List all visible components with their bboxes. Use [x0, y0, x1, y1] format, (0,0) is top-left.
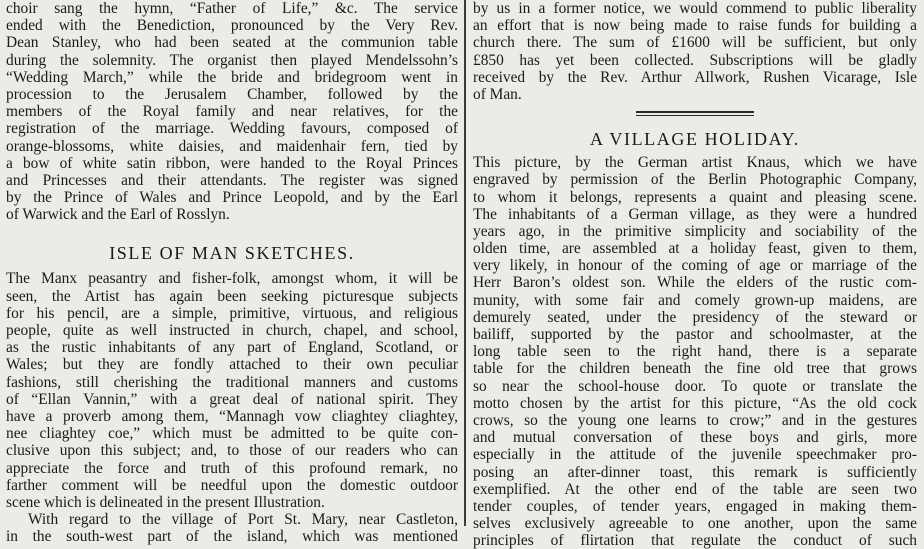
- text-line: table for the children beneath the fine old tree that grows: [473, 360, 917, 378]
- wedding-paragraph: [6, 0, 458, 223]
- text-line: Wales; but they are fondly attached to their own peculiar: [6, 356, 458, 374]
- text-line: especially in the attitude of the juvenile speechmaker pro-: [473, 446, 917, 464]
- text-line: procession to the Jerusalem Chamber, followed by the: [6, 85, 458, 103]
- text-line: registration of the marriage. Wedding favours, composed of: [6, 120, 458, 138]
- text-line: and mutual conversation of these boys and girls, more: [473, 429, 917, 447]
- text-line: church there. The sum of £1600 will be sufficient, but only: [473, 34, 917, 52]
- text-line: in the south-west part of the island, which was mentioned: [6, 528, 458, 546]
- text-line: This picture, by the German artist Knaus, which we have: [473, 154, 917, 172]
- text-line: as the rustic inhabitants of any part of England, Scotland, or: [6, 339, 458, 357]
- text-line: of Man.: [473, 85, 522, 103]
- text-line: “Wedding March,” while the bride and bridegroom went in: [6, 68, 458, 86]
- text-line: munity, with some fair and comely grown-up maidens, are: [473, 291, 917, 309]
- spacer: [473, 116, 917, 128]
- text-line: scene which is delineated in the present Illustration.: [6, 493, 325, 511]
- isle-of-man-paragraph: [6, 270, 458, 511]
- text-line: members of the Royal family and near relatives, for the: [6, 103, 458, 121]
- text-line: received by the Rev. Arthur Allwork, Rushen Vicarage, Isle: [473, 68, 917, 86]
- village-holiday-paragraph: [473, 154, 917, 549]
- text-line: demurely seated, under the presidency of the steward or: [473, 308, 917, 326]
- text-line: appreciate the force and truth of this profound remark, no: [6, 459, 458, 477]
- church-fund-paragraph: [473, 0, 917, 103]
- text-line: Dean Stanley, who had been seated at the communion table: [6, 34, 458, 52]
- left-column: [6, 0, 458, 546]
- text-line: tender couples, of tender years, engaged in making them-: [473, 497, 917, 515]
- text-line: engraved by permission of the Berlin Photographic Company,: [473, 171, 917, 189]
- text-line: nee cliaghtey coe,” which must be admitted to be quite con-: [6, 425, 458, 443]
- text-line: by us in a former notice, we would commend to public liberality: [473, 0, 917, 17]
- text-line: of “Ellan Vannin,” with a great deal of national spirit. They: [6, 390, 458, 408]
- text-line: so near the school-house door. To quote or translate the: [473, 377, 917, 395]
- text-line: have a proverb among them, “Mannagh vow cliaghtey cliaghtey,: [6, 407, 458, 425]
- text-line: of Warwick and the Earl of Rosslyn.: [6, 206, 230, 224]
- text-line: farther comment will be needful upon the domestic outdoor: [6, 476, 458, 494]
- text-line: people, quite as well instructed in church, chapel, and school,: [6, 322, 458, 339]
- text-line: With regard to the village of Port St. Mary, near Castleton,: [28, 511, 458, 529]
- text-line: very likely, in honour of the coming of age or marriage of the: [473, 257, 917, 275]
- text-line: choir sang the hymn, “Father of Life,” &c. The service: [6, 0, 458, 17]
- text-line: Herr Baron’s oldest son. While the elders of the rustic com-: [473, 274, 917, 292]
- text-line: seen, the Artist has again been seeking picturesque subjects: [6, 287, 458, 305]
- port-st-mary-paragraph: [6, 511, 458, 545]
- section-title-village-holiday: A VILLAGE HOLIDAY.: [590, 129, 800, 150]
- text-line: a bow of white satin ribbon, were handed to the Royal Princes: [6, 154, 458, 172]
- text-line: motto chosen by the artist for this picture, “As the old cock: [473, 394, 917, 412]
- text-line: exemplified. At the other end of the table are seen two: [473, 480, 917, 498]
- text-line: and Princesses and their attendants. The register was signed: [6, 171, 458, 189]
- text-line: years ago, in the primitive simplicity and sociability of the: [473, 222, 917, 240]
- text-line: olden time, are assembled at a holiday feast, given to them,: [473, 240, 917, 258]
- text-line: to whom it belongs, represents a quaint and pleasing scene.: [473, 188, 917, 206]
- right-column: [473, 0, 917, 549]
- text-line: selves exclusively agreeable to one another, upon the same: [473, 515, 917, 533]
- text-line: The Manx peasantry and fisher-folk, amongst whom, it will be: [6, 270, 458, 288]
- text-line: by the Prince of Wales and Prince Leopold, and by the Earl: [6, 189, 458, 207]
- section-title-isle-of-man: ISLE OF MAN SKETCHES.: [109, 243, 355, 264]
- text-line: principles of flirtation that regulate the conduct of such: [473, 532, 917, 549]
- text-line: for his pencil, are a simple, primitive, virtuous, and religious: [6, 304, 458, 322]
- text-line: an effort that is now being made to raise funds for building a: [473, 17, 917, 35]
- text-line: fashions, still cherishing the traditional manners and customs: [6, 373, 458, 391]
- text-line: orange-blossoms, white daisies, and maidenhair fern, tied by: [6, 137, 458, 155]
- text-line: bailiff, supported by the pastor and schoolmaster, at the: [473, 326, 917, 343]
- text-line: during the solemnity. The organist then played Mendelssohn’s: [6, 51, 458, 69]
- column-divider: [464, 0, 466, 526]
- text-line: The inhabitants of a German village, as they were a hundred: [473, 205, 917, 223]
- text-line: posing an after-dinner toast, this remark is sufficiently: [473, 463, 917, 481]
- text-line: ended with the Benediction, pronounced by the Very Rev.: [6, 17, 458, 35]
- text-line: clusive upon this subject; and, to those of our readers who can: [6, 442, 458, 460]
- spacer: [6, 223, 458, 242]
- text-line: crows, so the young one learns to crow;” and in the gestures: [473, 411, 917, 429]
- text-line: long table seen to the right hand, there is a separate: [473, 343, 917, 361]
- text-line: £850 has yet been collected. Subscriptions will be gladly: [473, 51, 917, 69]
